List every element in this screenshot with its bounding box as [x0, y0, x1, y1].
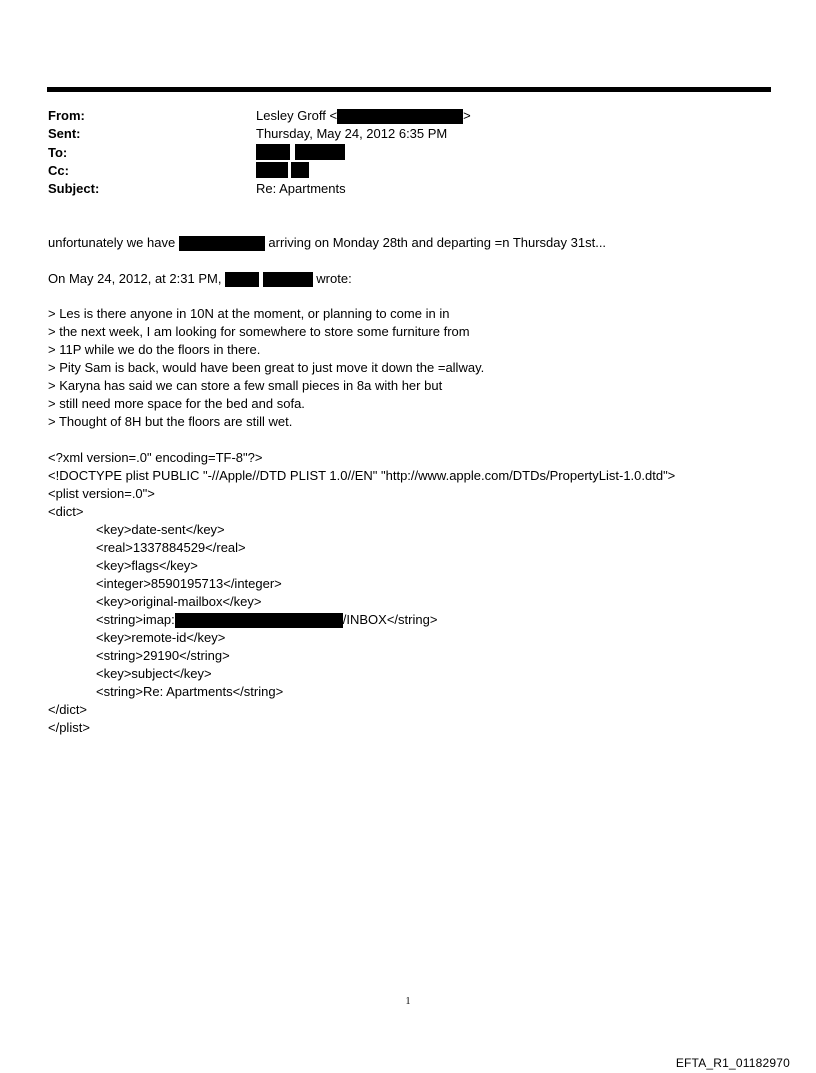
header-divider [47, 87, 771, 92]
plist-entry: <integer>8590195713</integer> [96, 576, 282, 591]
redaction-box [256, 144, 290, 160]
plist-close: </plist> [48, 720, 90, 735]
imap-prefix: <string>imap: [96, 612, 175, 627]
quoted-line: > Karyna has said we can store a few small pieces in 8a with her but [48, 378, 443, 393]
plist-entry: <key>date-sent</key> [96, 522, 225, 537]
redaction-box [175, 613, 343, 628]
document-id: EFTA_R1_01182970 [675, 1056, 790, 1070]
quote-intro-text: On May 24, 2012, at 2:31 PM, [48, 271, 226, 286]
redaction-box [291, 162, 309, 178]
from-name: Lesley Groff < [256, 108, 338, 123]
plist-entry: <real>1337884529</real> [96, 540, 246, 555]
imap-suffix: /INBOX</string> [342, 612, 438, 627]
quoted-line: > still need more space for the bed and sofa. [48, 396, 305, 411]
plist-entry: <key>subject</key> [96, 666, 212, 681]
quote-intro [48, 270, 352, 288]
redaction-box [263, 272, 313, 287]
body-text: unfortunately we have [48, 235, 179, 250]
redaction-box [256, 162, 288, 178]
plist-xml-decl: <?xml version=.0" encoding=TF-8"?> [48, 450, 263, 465]
dict-open: <dict> [48, 504, 84, 519]
quoted-line: > 11P while we do the floors in there. [48, 342, 261, 357]
subject-value: Re: Apartments [256, 181, 346, 196]
from-close: > [463, 108, 471, 123]
redaction-box [337, 109, 463, 124]
to-label: To: [48, 145, 68, 160]
plist-entry: <key>remote-id</key> [96, 630, 226, 645]
plist-doctype: <!DOCTYPE plist PUBLIC "-//Apple//DTD PLIST 1.0//EN" "http://www.apple.com/DTDs/PropertyList-1.0.dtd"> [48, 468, 676, 483]
body-line-1 [48, 234, 606, 252]
quoted-line: > Thought of 8H but the floors are still wet. [48, 414, 293, 429]
plist-entry: <key>flags</key> [96, 558, 198, 573]
quoted-line: > Pity Sam is back, would have been great to just move it down the =allway. [48, 360, 485, 375]
quoted-line: > the next week, I am looking for somewhere to store some furniture from [48, 324, 470, 339]
plist-entry: <key>original-mailbox</key> [96, 594, 262, 609]
plist-imap-entry [96, 611, 437, 629]
quote-intro-text: wrote: [312, 271, 352, 286]
subject-label: Subject: [48, 181, 100, 196]
page-number: 1 [405, 996, 411, 1007]
plist-open: <plist version=.0"> [48, 486, 155, 501]
redaction-box [179, 236, 265, 251]
from-value [256, 107, 471, 125]
plist-entry: <string>Re: Apartments</string> [96, 684, 284, 699]
body-text: arriving on Monday 28th and departing =n Thursday 31st... [264, 235, 607, 250]
from-label: From: [48, 108, 85, 123]
cc-label: Cc: [48, 163, 69, 178]
dict-close: </dict> [48, 702, 88, 717]
sent-label: Sent: [48, 126, 81, 141]
plist-entry: <string>29190</string> [96, 648, 230, 663]
redaction-box [295, 144, 345, 160]
quoted-line: > Les is there anyone in 10N at the moment, or planning to come in in [48, 306, 450, 321]
sent-value: Thursday, May 24, 2012 6:35 PM [256, 126, 448, 141]
redaction-box [225, 272, 259, 287]
